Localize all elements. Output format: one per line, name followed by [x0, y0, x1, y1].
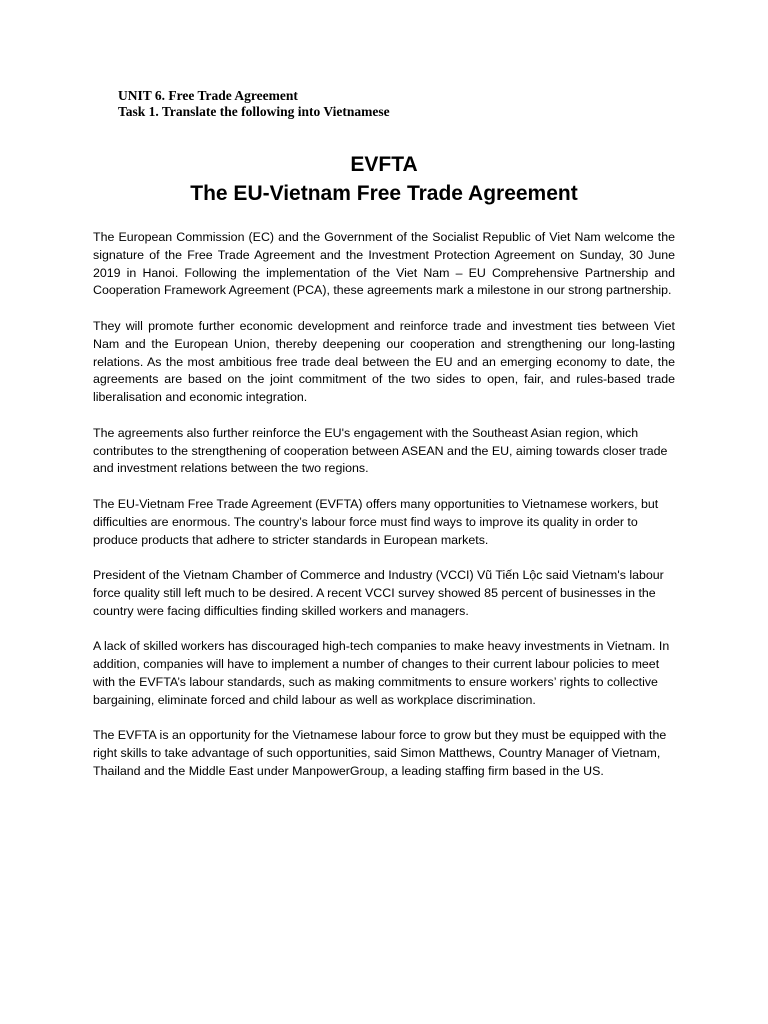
task-heading: Task 1. Translate the following into Vietnamese — [118, 104, 390, 119]
unit-heading: UNIT 6. Free Trade Agreement — [118, 88, 298, 103]
title-full: The EU-Vietnam Free Trade Agreement — [190, 182, 578, 205]
paragraph-3: The agreements also further reinforce the EU's engagement with the Southeast Asian region, which contributes to the strengthening of cooperation between ASEAN and the EU, aiming towards closer trade and investment relations between the two regions. — [93, 425, 668, 476]
paragraph-7: The EVFTA is an opportunity for the Vietnamese labour force to grow but they must be equipped with the right skills to take advantage of such opportunities, said Simon Matthews, Country Manager of Vietnam, Thailand and the Middle East under ManpowerGroup, a leading staffing firm based in the US. — [93, 728, 667, 778]
paragraph-4: The EU-Vietnam Free Trade Agreement (EVFTA) offers many opportunities to Vietnamese workers, but difficulties are enormous. The country’s labour force must find ways to improve its quality in order to produce products that adhere to stricter standards in European markets. — [93, 496, 659, 547]
paragraph-5: President of the Vietnam Chamber of Commerce and Industry (VCCI) Vũ Tiến Lộc said Vietnam's labour force quality still left much to be desired. A recent VCCI survey showed 85 percent of businesses in the country were facing difficulties finding skilled workers and managers. — [93, 568, 664, 618]
title-abbreviation: EVFTA — [350, 153, 418, 176]
document-body — [93, 229, 675, 799]
paragraph-2: They will promote further economic development and reinforce trade and investment ties between Viet Nam and the European Union, thereby deepening our cooperation and strengthening our long-lasting relations. As the most ambitious free trade deal between the EU and an emerging economy to date, the agreements are based on the joint commitment of the two sides to open, fair, and rules-based trade liberalisation and economic integration. — [93, 318, 675, 405]
paragraph-6: A lack of skilled workers has discouraged high-tech companies to make heavy investments in Vietnam. In addition, companies will have to implement a number of changes to their current labour policies to meet with the EVFTA’s labour standards, such as making commitments to ensure workers’ rights to collective bargaining, eliminate forced and child labour as well as workplace discrimination. — [93, 639, 670, 707]
document-header — [118, 88, 390, 120]
document-title — [0, 150, 768, 208]
paragraph-1: The European Commission (EC) and the Government of the Socialist Republic of Viet Nam welcome the signature of the Free Trade Agreement and the Investment Protection Agreement on Sunday, 30 June 2019 in Hanoi. Following the implementation of the Viet Nam – EU Comprehensive Partnership and Cooperation Framework Agreement (PCA), these agreements mark a milestone in our strong partnership. — [93, 230, 675, 298]
